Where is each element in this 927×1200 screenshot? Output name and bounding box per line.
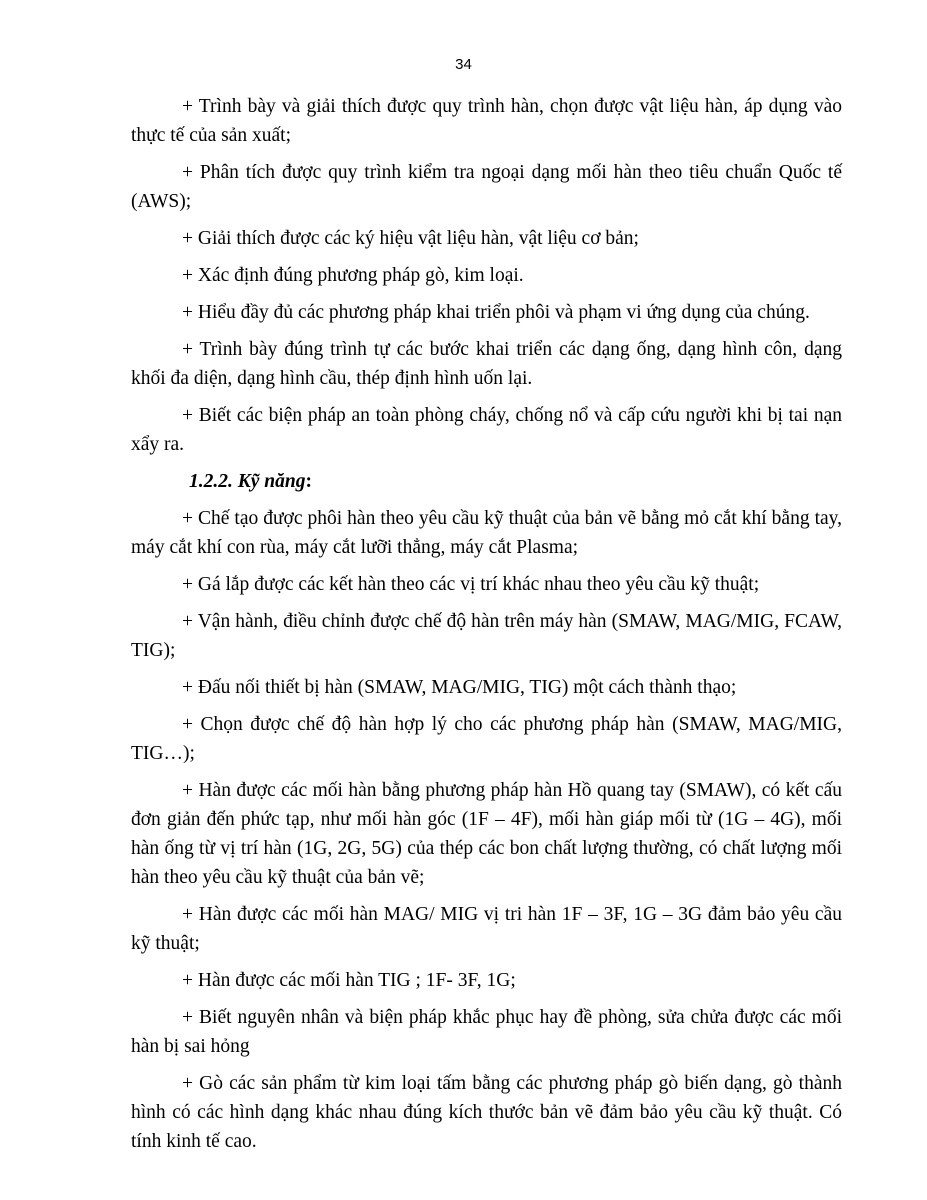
knowledge-item: + Phân tích được quy trình kiểm tra ngoại dạng mối hàn theo tiêu chuẩn Quốc tế (AWS);	[131, 162, 842, 212]
skill-item: + Gò các sản phẩm từ kim loại tấm bằng các phương pháp gò biến dạng, gò thành hình có các hình dạng khác nhau đúng kích thước bản vẽ đảm bảo yêu cầu kỹ thuật. Có tính kinh tế cao.	[131, 1073, 842, 1152]
skill-item: + Hàn được các mối hàn bằng phương pháp hàn Hồ quang tay (SMAW), có kết cấu đơn giản đến phức tạp, như mối hàn góc (1F – 4F), mối hàn giáp mối từ (1G – 4G), mối hàn ống từ vị trí hàn (1G, 2G, 5G) của thép các bon chất lượng thường, có chất lượng mối hàn theo yêu cầu kỹ thuật của bản vẽ;	[131, 780, 842, 888]
knowledge-item: + Hiểu đầy đủ các phương pháp khai triển phôi và phạm vi ứng dụng của chúng.	[182, 302, 810, 323]
skill-item: + Chọn được chế độ hàn hợp lý cho các phương pháp hàn (SMAW, MAG/MIG, TIG…);	[131, 714, 842, 764]
page-number: 34	[455, 56, 472, 73]
skill-item: + Hàn được các mối hàn TIG ; 1F- 3F, 1G;	[182, 970, 516, 991]
section-heading-skills	[131, 467, 842, 496]
section-heading-colon: :	[305, 471, 312, 492]
section-heading-title: 1.2.2. Kỹ năng	[189, 471, 306, 492]
knowledge-item: + Trình bày và giải thích được quy trình hàn, chọn được vật liệu hàn, áp dụng vào thực tế của sản xuất;	[131, 96, 842, 146]
skill-item: + Biết nguyên nhân và biện pháp khắc phục hay đề phòng, sửa chửa được các mối hàn bị sai hỏng	[131, 1007, 842, 1057]
page-content	[131, 92, 842, 1162]
skill-item: + Hàn được các mối hàn MAG/ MIG vị tri hàn 1F – 3F, 1G – 3G đảm bảo yêu cầu kỹ thuật;	[131, 904, 842, 954]
knowledge-item: + Xác định đúng phương pháp gò, kim loại.	[182, 265, 524, 286]
skill-item: + Vận hành, điều chỉnh được chế độ hàn trên máy hàn (SMAW, MAG/MIG, FCAW, TIG);	[131, 611, 842, 661]
skill-item: + Đấu nối thiết bị hàn (SMAW, MAG/MIG, TIG) một cách thành thạo;	[182, 677, 737, 698]
skill-item: + Gá lắp được các kết hàn theo các vị trí khác nhau theo yêu cầu kỹ thuật;	[182, 574, 760, 595]
skill-item: + Chế tạo được phôi hàn theo yêu cầu kỹ thuật của bản vẽ bằng mỏ cắt khí bằng tay, máy cắt khí con rùa, máy cắt lưỡi thẳng, máy cắt Plasma;	[131, 508, 842, 558]
knowledge-item: + Biết các biện pháp an toàn phòng cháy, chống nổ và cấp cứu người khi bị tai nạn xẩy ra.	[131, 405, 842, 455]
knowledge-item: + Trình bày đúng trình tự các bước khai triển các dạng ống, dạng hình côn, dạng khối đa diện, dạng hình cầu, thép định hình uốn lại.	[131, 339, 842, 389]
knowledge-item: + Giải thích được các ký hiệu vật liệu hàn, vật liệu cơ bản;	[182, 228, 639, 249]
